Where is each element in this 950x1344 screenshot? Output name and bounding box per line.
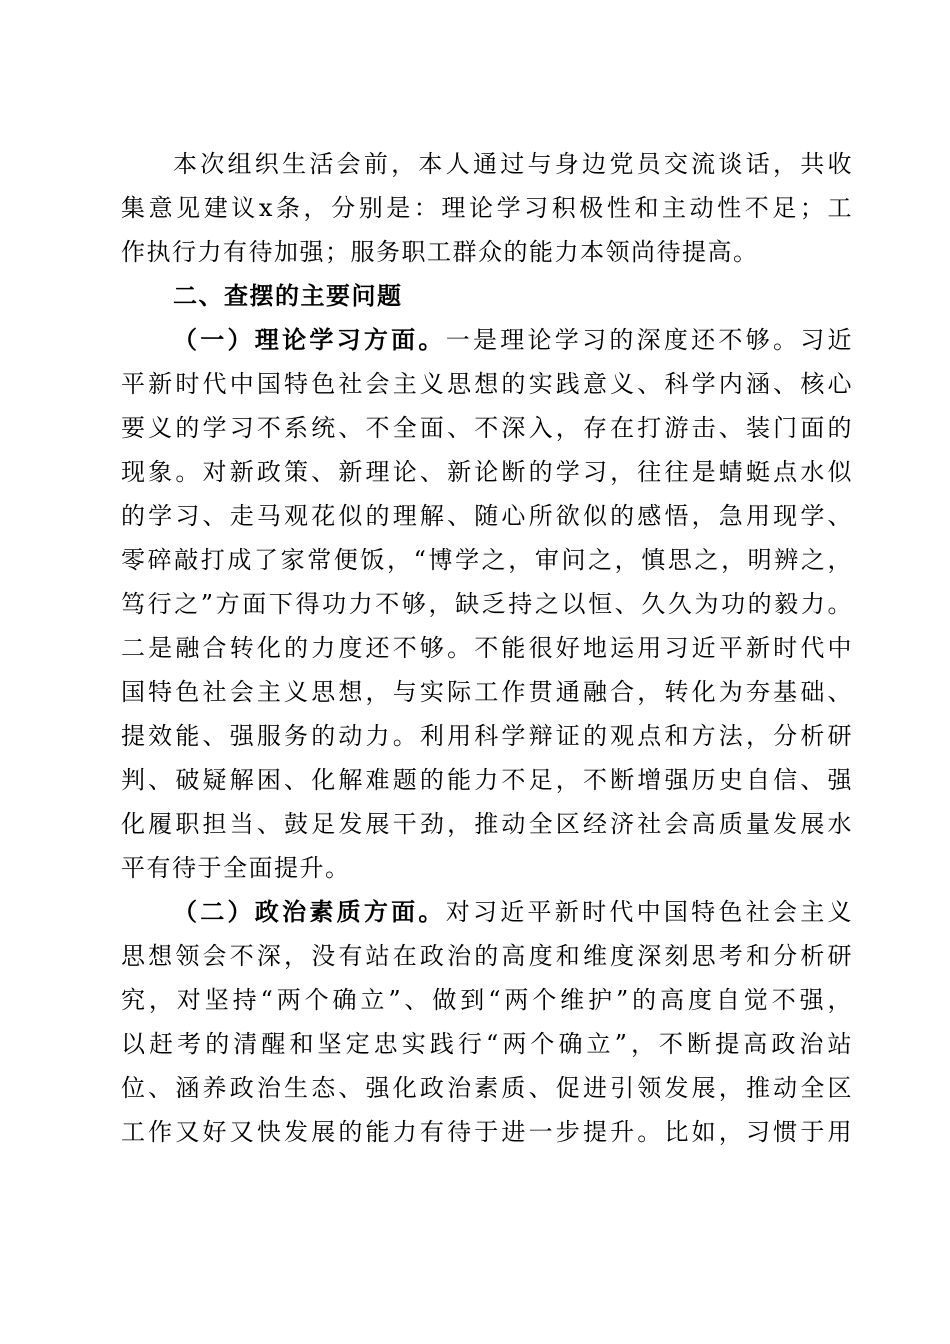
intro-line-1: 本次组织生活会前，本人通过与身边党员交流谈话，共收 — [173, 150, 853, 178]
theory-line: 的学习、走马观花似的理解、随心所欲似的感悟，急用现学、 — [121, 502, 853, 530]
theory-line: 化履职担当、鼓足发展干劲，推动全区经济社会高质量发展水 — [121, 810, 853, 838]
theory-line: 要义的学习不系统、不全面、不深入，存在打游击、装门面的 — [121, 414, 853, 442]
theory-line-last: 平有待于全面提升。 — [121, 854, 351, 882]
theory-lead: （一）理论学习方面。 — [173, 326, 446, 354]
theory-line: 提效能、强服务的动力。利用科学辩证的观点和方法，分析研 — [121, 722, 853, 750]
politics-line: 工作又好又快发展的能力有待于进一步提升。比如，习惯于用 — [121, 1118, 853, 1146]
section-heading: 二、查摆的主要问题 — [173, 282, 403, 310]
theory-line: 零碎敲打成了家常便饭，“博学之，审问之，慎思之，明辨之， — [121, 546, 853, 574]
politics-line: 思想领会不深，没有站在政治的高度和维度深刻思考和分析研 — [121, 942, 853, 970]
document-body — [121, 142, 854, 1154]
politics-line: 位、涵养政治生态、强化政治素质、促进引领发展，推动全区 — [121, 1074, 853, 1102]
theory-line: 现象。对新政策、新理论、新论断的学习，往往是蜻蜓点水似 — [121, 458, 853, 486]
theory-first-line — [173, 318, 853, 362]
intro-line-3: 作执行力有待加强；服务职工群众的能力本领尚待提高。 — [121, 238, 759, 266]
intro-line-2: 集意见建议x条，分别是：理论学习积极性和主动性不足；工 — [121, 194, 853, 222]
theory-line: 平新时代中国特色社会主义思想的实践意义、科学内涵、核心 — [121, 370, 853, 398]
politics-line: 究，对坚持“两个确立”、做到“两个维护”的高度自觉不强， — [121, 986, 853, 1014]
politics-line: 以赶考的清醒和坚定忠实践行“两个确立”，不断提高政治站 — [121, 1030, 853, 1058]
politics-lead: （二）政治素质方面。 — [173, 898, 446, 926]
theory-line: 笃行之”方面下得功力不够，缺乏持之以恒、久久为功的毅力。 — [121, 590, 853, 618]
politics-first-line-rest: 对习近平新时代中国特色社会主义 — [445, 898, 854, 926]
theory-first-line-rest: 一是理论学习的深度还不够。习近 — [445, 326, 854, 354]
theory-line: 判、破疑解困、化解难题的能力不足，不断增强历史自信、强 — [121, 766, 853, 794]
theory-line: 国特色社会主义思想，与实际工作贯通融合，转化为夯基础、 — [121, 678, 853, 706]
theory-line: 二是融合转化的力度还不够。不能很好地运用习近平新时代中 — [121, 634, 853, 662]
politics-first-line — [173, 890, 853, 934]
